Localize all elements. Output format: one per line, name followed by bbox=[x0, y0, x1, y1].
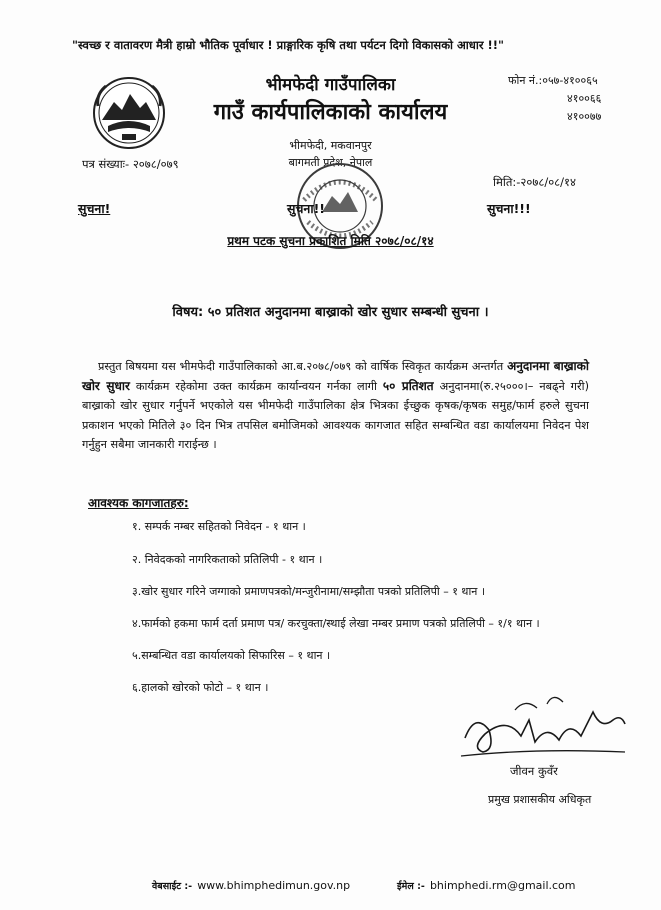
notice-heading-center: सुचना!! bbox=[287, 201, 325, 216]
address-line-1: भीमफेदी, मकवानपुर bbox=[289, 139, 372, 152]
email-line bbox=[397, 874, 576, 893]
body-emphasis-1: अनुदानमा बाख्राको खोर सुधार bbox=[82, 359, 589, 393]
phone-label: फोन नं.:०५७-४१००६५ bbox=[508, 74, 598, 87]
body-text-1: प्रस्तुत बिषयमा यस भीमफेदी गाउँपालिकाको आ.ब.२०७८/०७९ को वार्षिक स्विकृत कार्यक्रम अन्तर्गत bbox=[98, 360, 508, 373]
signatory-title: प्रमुख प्रशासकीय अधिकृत bbox=[488, 793, 592, 806]
website-link[interactable]: www.bhimphedimun.gov.np bbox=[197, 879, 351, 892]
body-text-2: कार्यक्रम रहेकोमा उक्त कार्यक्रम कार्यान्वयन गर्नका लागी bbox=[129, 379, 383, 393]
notice-heading-left: सुचना! bbox=[78, 201, 111, 216]
documents-heading: आवश्यक कागजातहरु: bbox=[88, 496, 189, 510]
document-item: ५.सम्बन्धित वडा कार्यालयको सिफारिस – १ थान । bbox=[132, 649, 331, 662]
document-item: ३.खोर सुधार गरिने जग्गाको प्रमाणपत्रको/मन्जुरीनामा/सम्झौता पत्रको प्रतिलिपी – १ थान । bbox=[132, 585, 486, 598]
website-line bbox=[152, 874, 350, 893]
notice-heading-right: सुचना!!! bbox=[487, 201, 531, 216]
document-item: ६.हालको खोरको फोटो – १ थान । bbox=[132, 681, 269, 694]
issue-date: मिति:-२०७८/०८/१४ bbox=[493, 175, 577, 189]
phone-block bbox=[508, 72, 601, 126]
signatory-name: जीवन कुवँर bbox=[510, 764, 558, 778]
org-name: भीमफेदी गाउँपालिका bbox=[265, 75, 396, 95]
subject-line: विषय: ५० प्रतिशत अनुदानमा बाख्राको खोर सुधार सम्बन्धी सुचना । bbox=[172, 305, 489, 320]
first-publication-date: प्रथम पटक सुचना प्रकाशित मिति २०७८/०८/१४ bbox=[227, 234, 434, 248]
email-link[interactable]: bhimphedi.rm@gmail.com bbox=[429, 879, 576, 892]
office-name: गाउँ कार्यपालिकाको कार्यालय bbox=[213, 100, 448, 125]
document-item: २. निवेदकको नागरिकताको प्रतिलिपी - १ थान । bbox=[132, 553, 323, 566]
email-label: ईमेल :- bbox=[397, 881, 425, 892]
handwritten-signature bbox=[455, 690, 630, 770]
body-emphasis-2: ५० प्रतिशत bbox=[382, 378, 434, 393]
body-text-3: अनुदानमा(रु.२५०००।– नबढ्ने गरी) बाख्राको खोर सुधार गर्नुपर्ने भएकोले यस भीमफेदी गाउँपालिका क्षेत्र भित्रका ईच्छुक कृषक/कृषक समुह/फार्म हरुले सुचना प्रकाशन भएको मितिले ३० दिन भित्र तपसिल बमोजिमको आवश्यक कागजात सहित सम्बन्धित वडा कार्यालयमा निवेदन पेश गर्नुहुन सबैमा जानकारी गराईन्छ । bbox=[82, 379, 589, 451]
body-paragraph bbox=[82, 357, 589, 455]
reference-number: पत्र संख्याः- २०७८/०७९ bbox=[82, 157, 179, 171]
document-item: १. सम्पर्क नम्बर सहितको निवेदन - १ थान । bbox=[132, 520, 306, 533]
address-line-2: बागमती प्रदेश, नेपाल bbox=[288, 156, 373, 169]
phone-2: ४१००६६ bbox=[567, 92, 602, 105]
website-label: वेबसाईट :- bbox=[152, 881, 193, 892]
phone-3: ४१००७७ bbox=[567, 110, 602, 123]
document-item: ४.फार्मको हकमा फार्म दर्ता प्रमाण पत्र/ करचुक्ता/स्थाई लेखा नम्बर प्रमाण पत्रको प्रतिलिपी – १/१ थान । bbox=[132, 617, 540, 630]
slogan: "स्वच्छ र वातावरण मैत्री हाम्रो भौतिक पूर्वाधार ! प्राङ्गारिक कृषि तथा पर्यटन दिगो विकासको आधार !!" bbox=[72, 38, 505, 52]
